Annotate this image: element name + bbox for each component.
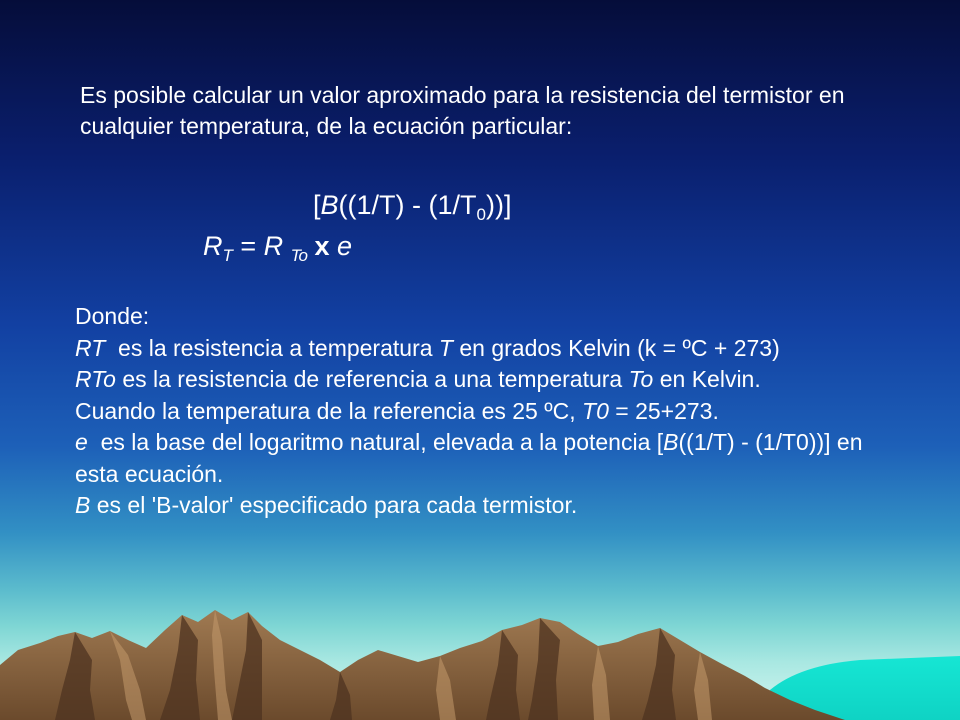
e-text-2: ((1/T) - (1/T0))] en esta ecuación.	[75, 429, 863, 487]
formula-times: x	[306, 231, 337, 261]
definitions-block	[75, 301, 890, 522]
e-text: es la base del logaritmo natural, elevada a la potencia [	[87, 429, 664, 455]
reference-text-2: = 25+273.	[608, 397, 719, 424]
rto-text: es la resistencia de referencia a una temperatura	[115, 366, 629, 392]
formula-r-subscript: T	[222, 246, 233, 265]
rto-to-symbol: To	[628, 366, 654, 392]
definition-rto	[75, 364, 890, 396]
rt-text: es la resistencia a temperatura	[105, 334, 439, 361]
b-symbol: B	[75, 492, 91, 518]
rto-symbol: RTo	[75, 366, 116, 392]
e-symbol: e	[75, 429, 88, 455]
exponent-open-bracket: [	[313, 190, 321, 220]
formula-e: e	[336, 231, 353, 261]
exponent-b: B	[320, 190, 339, 220]
formula-r-ref-subscript: To	[290, 246, 307, 265]
formula-main	[203, 231, 352, 266]
rto-text-2: en Kelvin.	[653, 366, 761, 392]
intro-paragraph: Es posible calcular un valor aproximado para la resistencia del termistor en cualquier temperatura, de la ecuación particular:	[80, 82, 845, 139]
reference-t0-symbol: T0	[582, 397, 609, 424]
rt-t-symbol: T	[438, 334, 453, 361]
formula-exponent	[313, 190, 511, 225]
e-b-symbol: B	[663, 429, 679, 455]
definition-rt	[75, 333, 890, 365]
formula-r-ref: R	[263, 231, 291, 261]
definition-e	[75, 427, 890, 490]
exponent-subscript: 0	[476, 205, 486, 224]
definitions-heading: Donde:	[75, 303, 150, 329]
exponent-middle: ((1/T) - (1/T	[338, 190, 477, 220]
formula-equals: =	[232, 231, 264, 261]
rt-symbol: RT	[75, 334, 106, 361]
definition-reference	[75, 396, 890, 428]
exponent-close-bracket: ))]	[485, 190, 512, 220]
rt-text-2: en grados Kelvin (k = ºC + 273)	[452, 334, 780, 361]
definition-b	[75, 490, 890, 522]
reference-text: Cuando la temperatura de la referencia es 25 ºC,	[75, 397, 583, 424]
formula-r: R	[203, 231, 223, 261]
b-text: es el 'B-valor' especificado para cada termistor.	[90, 492, 578, 518]
